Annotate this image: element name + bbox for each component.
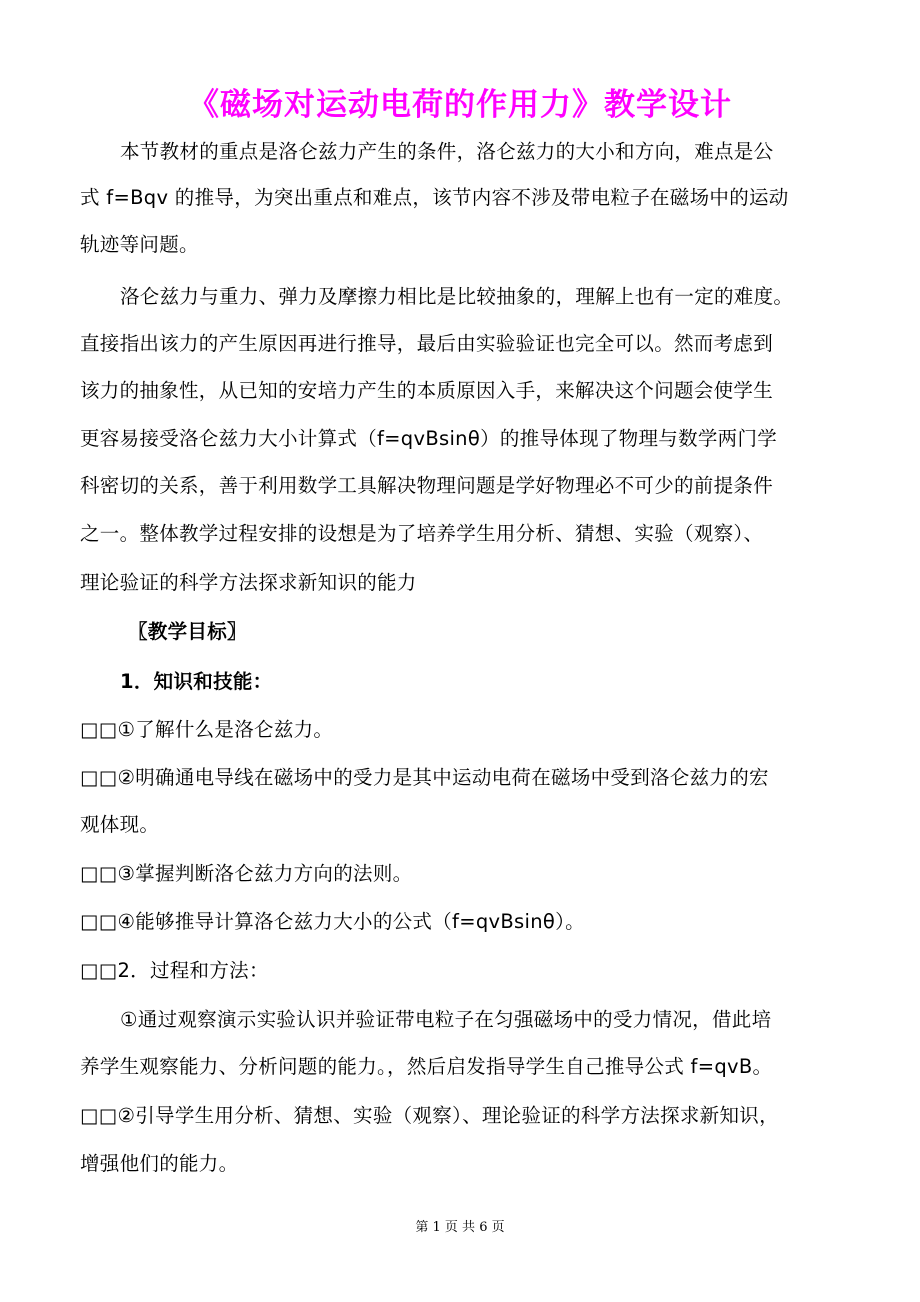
knowledge-heading: 1．知识和技能： xyxy=(120,670,273,693)
intro-line-1: 本节教材的重点是洛仑兹力产生的条件，洛仑兹力的大小和方向，难点是公 xyxy=(120,140,774,163)
process-line-1: ①通过观察演示实验认识并验证带电粒子在匀强磁场中的受力情况，借此培 xyxy=(120,1008,772,1031)
knowledge-item-3: □□③掌握判断洛仑兹力方向的法则。 xyxy=(80,862,413,885)
process-heading: □□2．过程和方法： xyxy=(80,959,269,982)
knowledge-item-2-cont: 观体现。 xyxy=(80,813,160,836)
para2-line-1: 洛仑兹力与重力、弹力及摩擦力相比是比较抽象的，理解上也有一定的难度。 xyxy=(120,285,794,308)
page-footer: 第 1 页 共 6 页 xyxy=(415,1220,505,1235)
intro-line-3: 轨迹等问题。 xyxy=(80,233,199,256)
knowledge-item-1: □□①了解什么是洛仑兹力。 xyxy=(80,718,334,741)
para2-line-7: 理论验证的科学方法探求新知识的能力 xyxy=(80,571,417,594)
knowledge-item-2: □□②明确通电导线在磁场中的受力是其中运动电荷在磁场中受到洛仑兹力的宏 xyxy=(80,766,769,789)
para2-line-6: 之一。整体教学过程安排的设想是为了培养学生用分析、猜想、实验（观察）、 xyxy=(80,522,764,545)
knowledge-item-4: □□④能够推导计算洛仑兹力大小的公式（f=qvBsinθ）。 xyxy=(80,910,585,933)
para2-line-5: 科密切的关系，善于利用数学工具解决物理问题是学好物理必不可少的前提条件 xyxy=(80,474,774,497)
para2-line-3: 该力的抽象性，从已知的安培力产生的本质原因入手，来解决这个问题会使学生 xyxy=(80,379,774,402)
document-title: 《磁场对运动电荷的作用力》教学设计 xyxy=(188,87,732,123)
para2-line-2: 直接指出该力的产生原因再进行推导，最后由实验验证也完全可以。然而考虑到 xyxy=(80,332,774,355)
process-line-4: 增强他们的能力。 xyxy=(80,1152,239,1175)
para2-line-4: 更容易接受洛仑兹力大小计算式（f=qvBsinθ）的推导体现了物理与数学两门学 xyxy=(80,427,778,450)
process-line-3: □□②引导学生用分析、猜想、实验（观察）、理论验证的科学方法探求新知识， xyxy=(80,1104,779,1127)
process-line-2: 养学生观察能力、分析问题的能力。，然后启发指导学生自己推导公式 f=qvB。 xyxy=(80,1055,773,1078)
intro-line-2: 式 f=Bqv 的推导，为突出重点和难点，该节内容不涉及带电粒子在磁场中的运动 xyxy=(80,186,789,209)
section-heading: 〖教学目标〗 xyxy=(128,620,247,643)
